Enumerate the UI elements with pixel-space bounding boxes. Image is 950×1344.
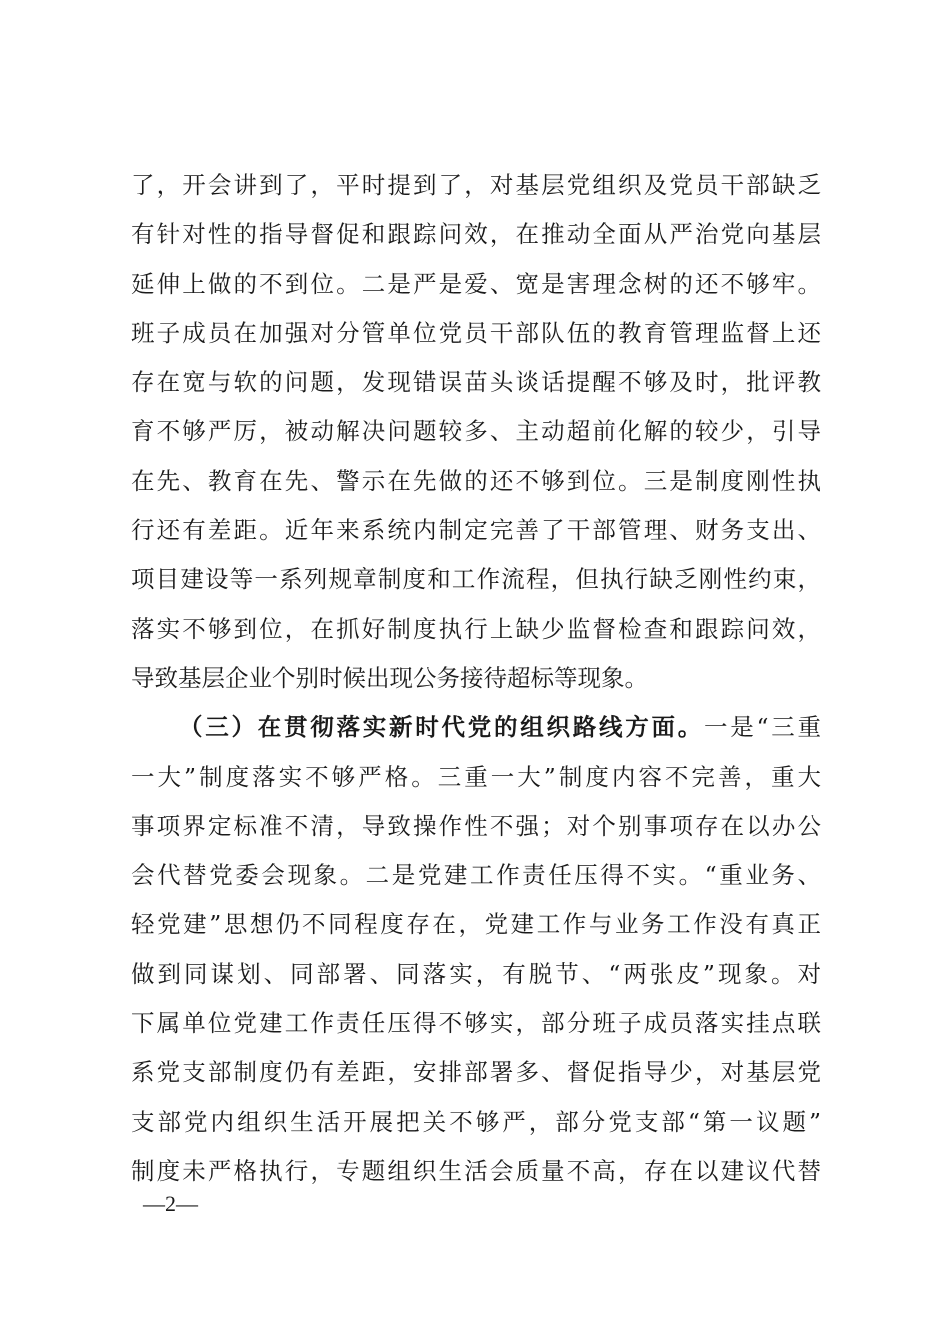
text-line: 存在宽与软的问题，发现错误苗头谈话提醒不够及时，批评教 — [131, 368, 821, 397]
text-line: 落实不够到位，在抓好制度执行上缺少监督检查和跟踪问效， — [131, 614, 821, 643]
text-line: 导致基层企业个别时候出现公务接待超标等现象。 — [131, 663, 648, 692]
section-heading-rest: 一是“三重 — [704, 713, 822, 742]
text-line: 支部党内组织生活开展把关不够严，部分党支部“第一议题” — [131, 1107, 821, 1136]
text-line: 系党支部制度仍有差距，安排部署多、督促指导少，对基层党 — [131, 1058, 821, 1087]
text-line: 一大”制度落实不够严格。三重一大”制度内容不完善，重大 — [131, 762, 821, 791]
body-text — [131, 161, 821, 1196]
text-line: 轻党建”思想仍不同程度存在，党建工作与业务工作没有真正 — [131, 910, 821, 939]
text-line: 事项界定标准不清，导致操作性不强；对个别事项存在以办公 — [131, 811, 821, 840]
text-line: 行还有差距。近年来系统内制定完善了干部管理、财务支出、 — [131, 516, 821, 545]
text-line: 育不够严厉，被动解决问题较多、主动超前化解的较少，引导 — [131, 417, 821, 446]
text-line: 做到同谋划、同部署、同落实，有脱节、“两张皮”现象。对 — [131, 959, 821, 988]
text-line: 有针对性的指导督促和跟踪问效，在推动全面从严治党向基层 — [131, 220, 821, 249]
text-line: 下属单位党建工作责任压得不够实，部分班子成员落实挂点联 — [131, 1009, 821, 1038]
text-line: 制度未严格执行，专题组织生活会质量不高，存在以建议代替 — [131, 1156, 821, 1185]
text-line: 项目建设等一系列规章制度和工作流程，但执行缺乏刚性约束， — [131, 565, 821, 594]
text-line: 延伸上做的不到位。二是严是爱、宽是害理念树的还不够牢。 — [131, 269, 821, 298]
text-line: 在先、教育在先、警示在先做的还不够到位。三是制度刚性执 — [131, 466, 821, 495]
text-line: 班子成员在加强对分管单位党员干部队伍的教育管理监督上还 — [131, 318, 821, 347]
page-number: —2— — [143, 1191, 198, 1216]
text-line: 了，开会讲到了，平时提到了，对基层党组织及党员干部缺乏 — [131, 171, 821, 199]
section-heading-line — [131, 703, 821, 752]
section-heading: （三）在贯彻落实新时代党的组织路线方面。 — [179, 713, 704, 742]
text-line: 会代替党委会现象。二是党建工作责任压得不实。“重业务、 — [131, 861, 821, 890]
